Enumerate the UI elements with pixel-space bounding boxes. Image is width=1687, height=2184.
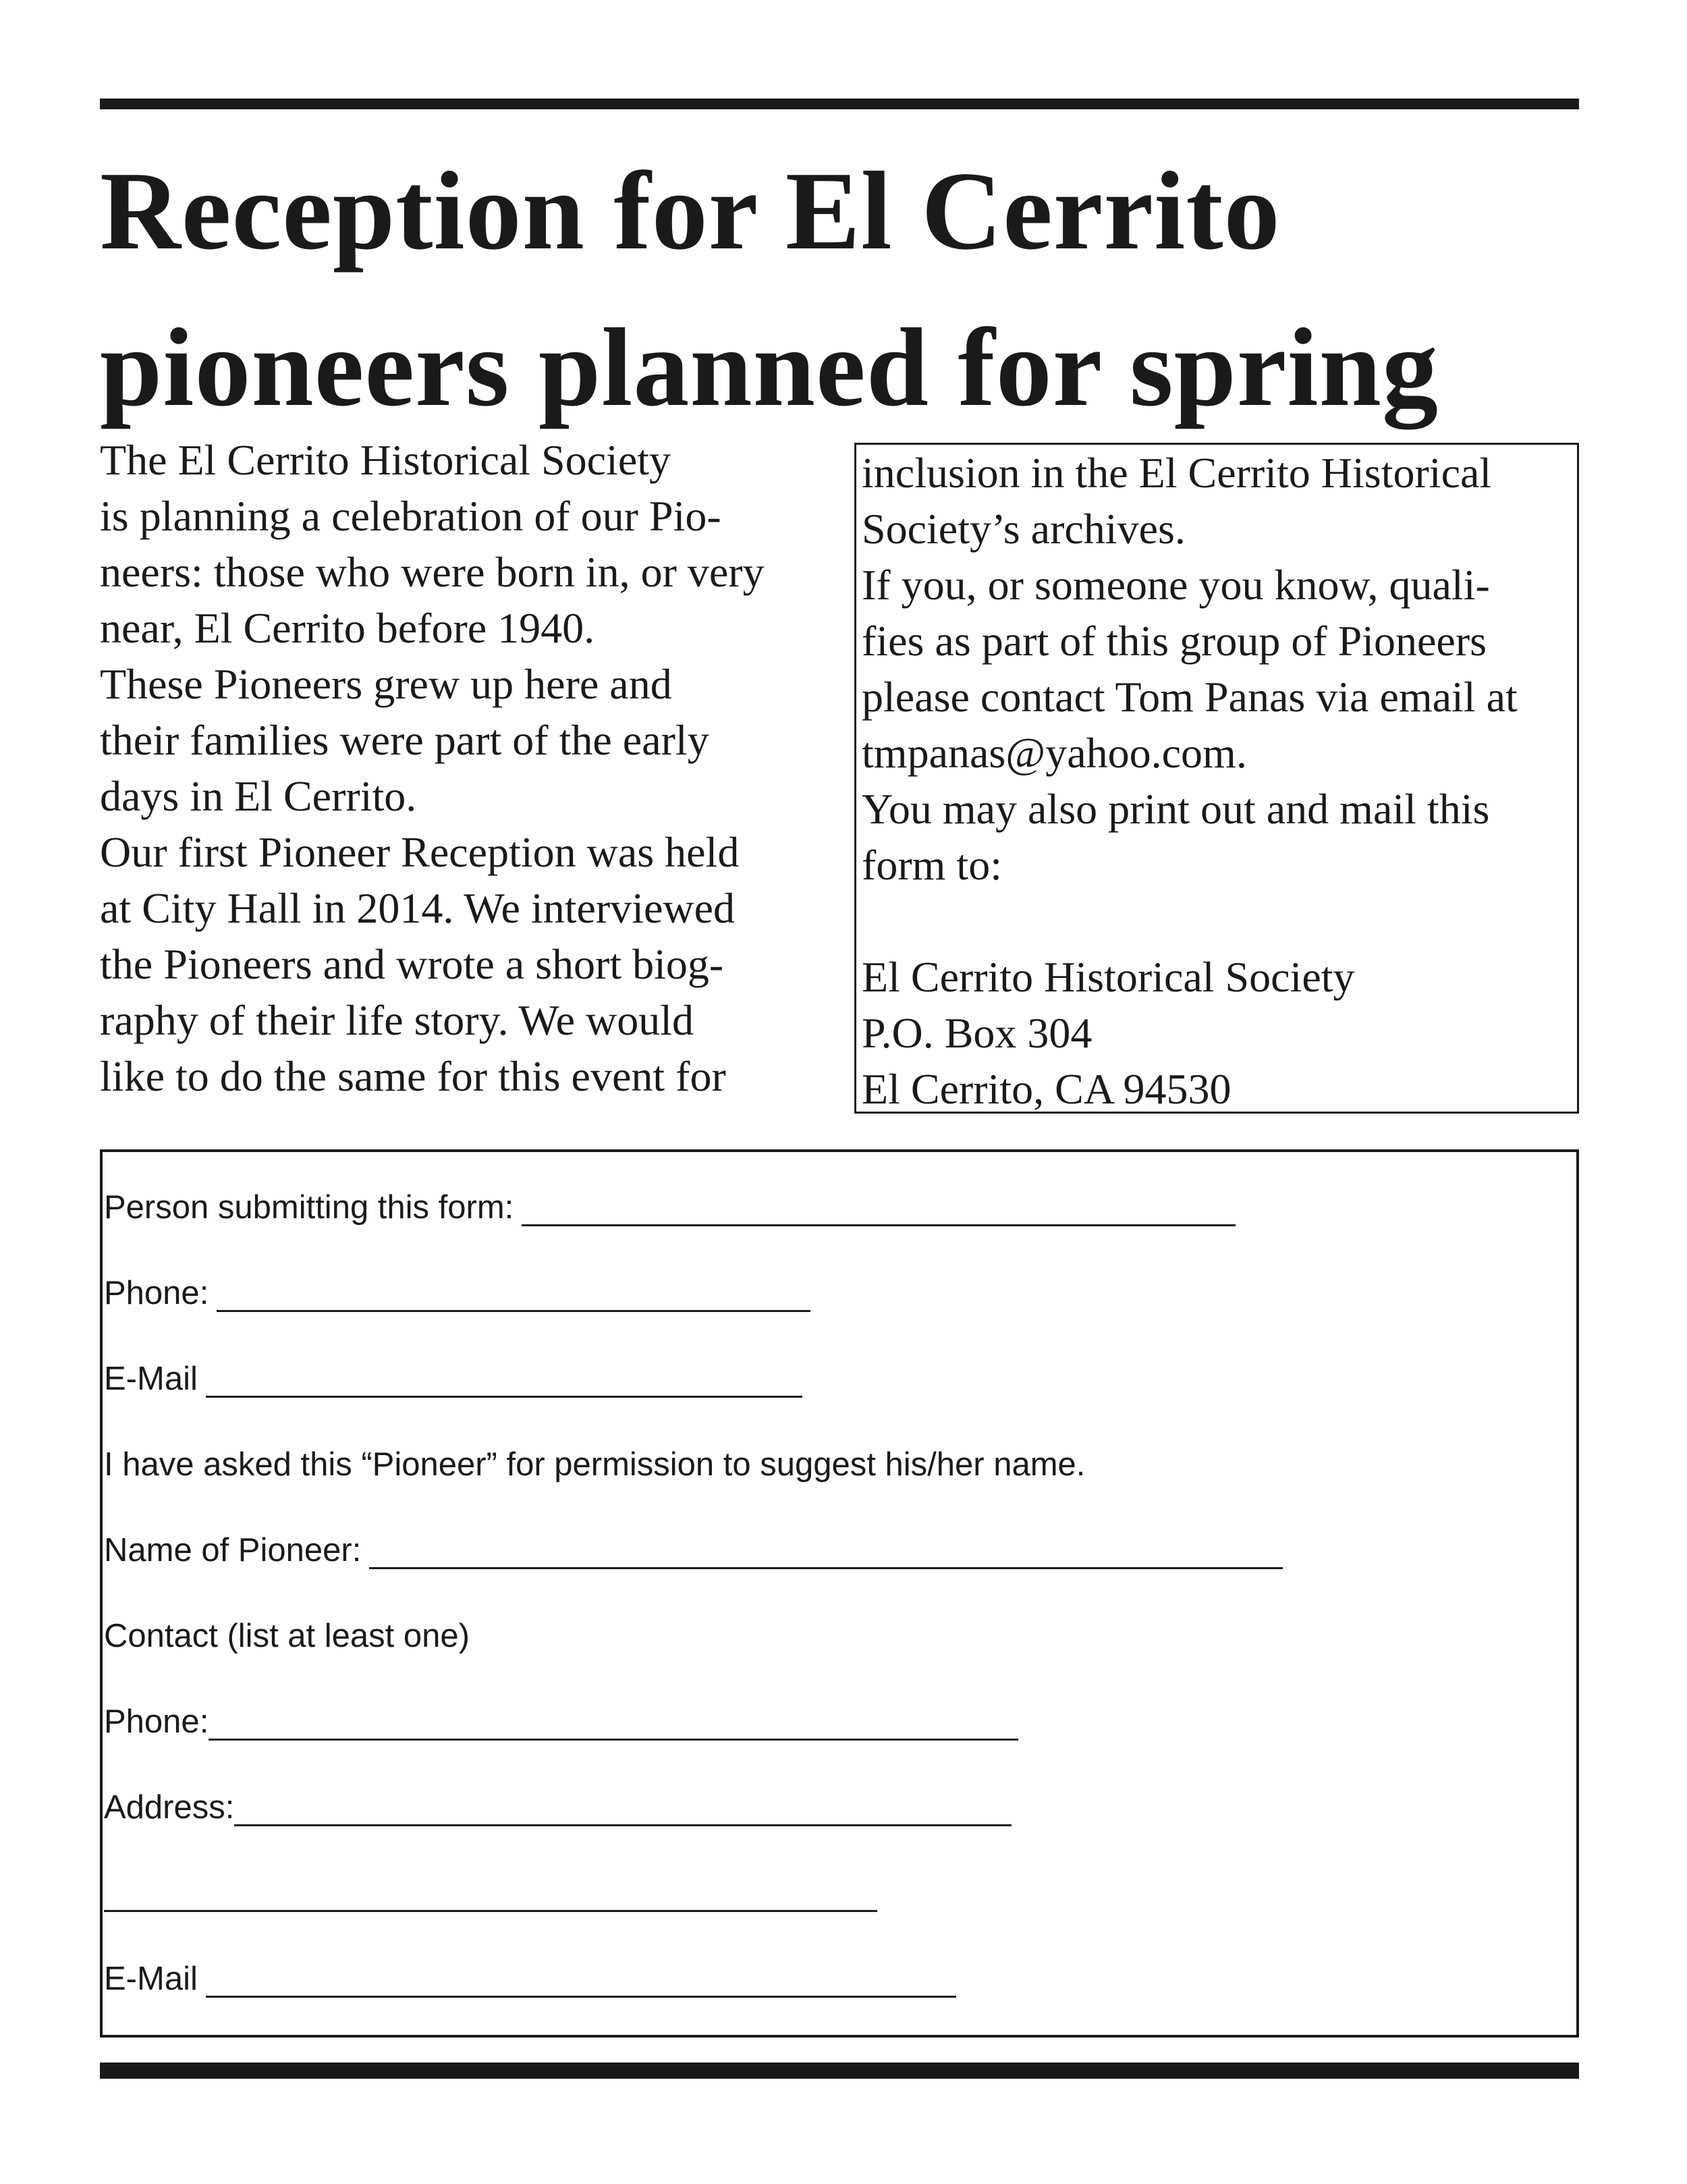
article-line: These Pioneers grew up here and: [100, 660, 672, 708]
headline-line-1: Reception for El Cerrito: [100, 148, 1281, 273]
email-field[interactable]: [206, 1357, 802, 1398]
contact-heading-row: [104, 1608, 470, 1655]
email-row: [104, 1350, 802, 1398]
phone-field[interactable]: [217, 1271, 810, 1312]
article-line: neers: those who were born in, or very: [100, 548, 765, 596]
contact-phone-label: Phone:: [104, 1703, 209, 1740]
contact-phone-row: [104, 1693, 1018, 1741]
contact-address-field[interactable]: [234, 1785, 1012, 1826]
submitter-label: Person submitting this form:: [104, 1189, 514, 1226]
email-label: E-Mail: [104, 1361, 198, 1397]
article-left-column: [100, 432, 835, 1104]
article-line: their families were part of the early: [100, 716, 709, 764]
article-line: Our first Pioneer Reception was held: [100, 828, 740, 876]
article-line: You may also print out and mail this: [862, 785, 1490, 833]
contact-phone-field[interactable]: [209, 1699, 1018, 1741]
article-line: like to do the same for this event for: [100, 1052, 726, 1100]
pioneer-name-field[interactable]: [369, 1528, 1283, 1569]
article-line: is planning a celebration of our Pio-: [100, 492, 721, 540]
article-line: fies as part of this group of Pioneers: [862, 617, 1487, 665]
article-line: If you, or someone you know, quali-: [862, 561, 1490, 609]
contact-email-field[interactable]: [206, 1957, 956, 1998]
headline-line-2: pioneers planned for spring: [100, 305, 1439, 429]
pioneer-name-row: [104, 1522, 1283, 1569]
article-line: form to:: [862, 841, 1002, 889]
article-line: Society’s archives.: [862, 505, 1186, 553]
submitter-field[interactable]: [522, 1185, 1236, 1226]
contact-email-row: [104, 1950, 956, 1998]
top-rule: [100, 99, 1579, 109]
article-line: The El Cerrito Historical Society: [100, 436, 671, 484]
contact-address-label: Address:: [104, 1789, 235, 1826]
pioneer-name-label: Name of Pioneer:: [104, 1532, 362, 1568]
contact-email-link[interactable]: tmpanas@yahoo.com.: [862, 729, 1247, 777]
phone-label: Phone:: [104, 1275, 209, 1311]
mailing-address-org: El Cerrito Historical Society: [862, 953, 1355, 1001]
article-line: raphy of their life story. We would: [100, 996, 694, 1044]
headline: [100, 132, 1584, 445]
article-right-column-box: [854, 443, 1579, 1114]
contact-address-line2-row: [104, 1865, 877, 1912]
spacer: [862, 893, 1577, 949]
mailing-address-po-box: P.O. Box 304: [862, 1009, 1093, 1057]
submitter-row: [104, 1179, 1236, 1226]
article-line: near, El Cerrito before 1940.: [100, 604, 595, 652]
permission-row: [104, 1436, 1085, 1483]
contact-address-line2-field[interactable]: [104, 1871, 877, 1912]
contact-address-row: [104, 1779, 1012, 1826]
bottom-rule: [100, 2063, 1579, 2079]
contact-heading: Contact (list at least one): [104, 1618, 470, 1654]
article-line: at City Hall in 2014. We interviewed: [100, 884, 736, 932]
phone-row: [104, 1265, 810, 1312]
permission-statement: I have asked this “Pioneer” for permission to suggest his/her name.: [104, 1446, 1086, 1483]
mailing-address-city: El Cerrito, CA 94530: [862, 1065, 1232, 1113]
article-line: please contact Tom Panas via email at: [862, 673, 1518, 721]
article-line: inclusion in the El Cerrito Historical: [862, 449, 1492, 497]
contact-email-label: E-Mail: [104, 1961, 198, 1997]
article-line: days in El Cerrito.: [100, 772, 417, 820]
article-line: the Pioneers and wrote a short biog-: [100, 940, 724, 988]
submission-form: [100, 1149, 1579, 2038]
